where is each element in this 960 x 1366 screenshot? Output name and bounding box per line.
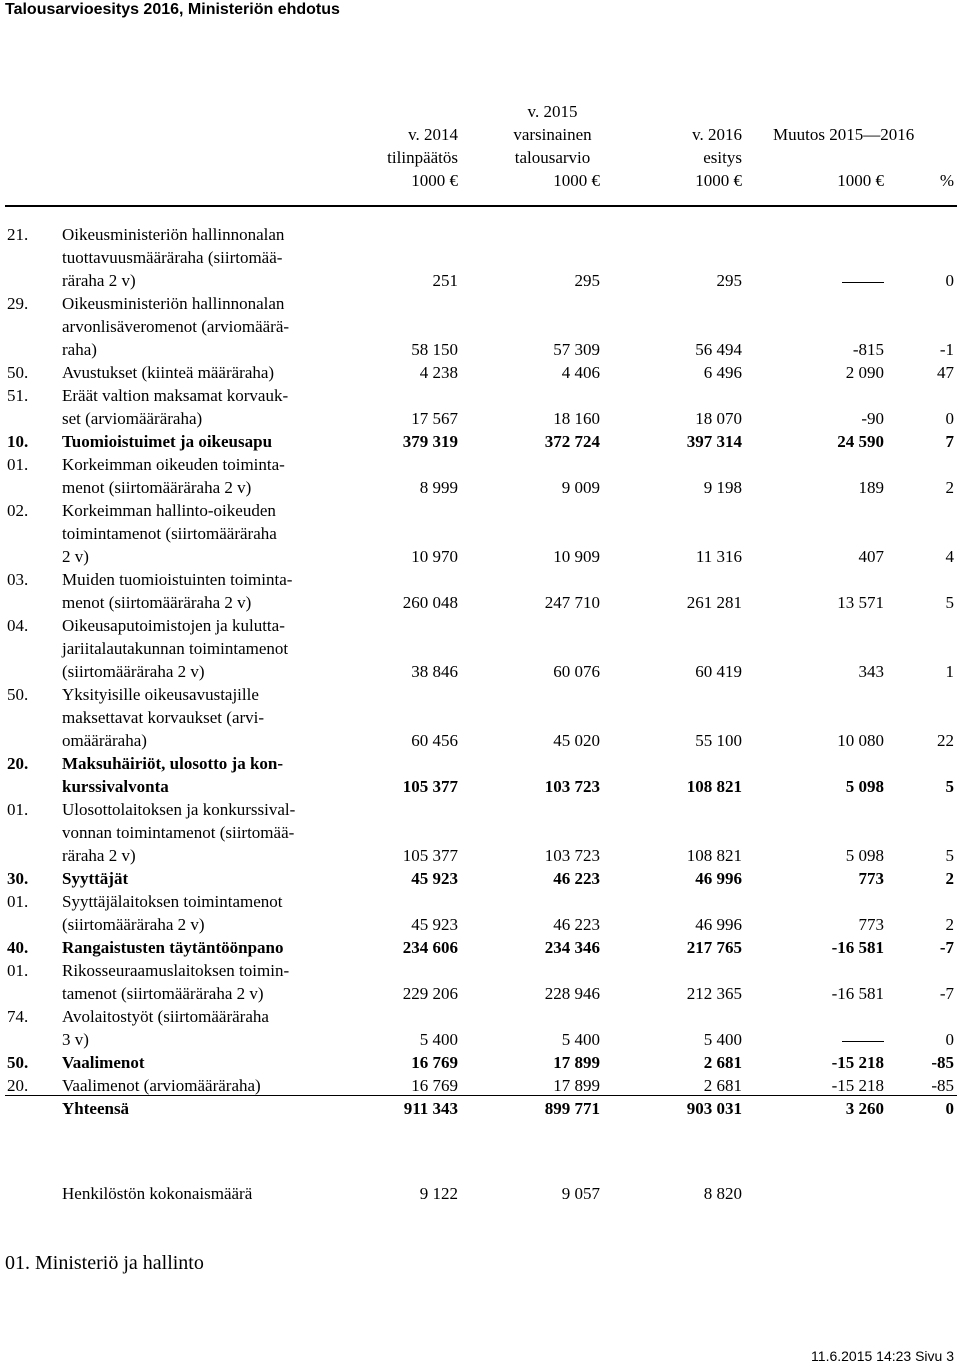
- value-2016: 46 996: [695, 915, 742, 934]
- row-label: Avustukset (kiinteä määräraha): [62, 363, 275, 382]
- header-2015-year: v. 2015: [527, 102, 578, 121]
- row-label: Vaalimenot: [62, 1053, 145, 1072]
- row-number: 30.: [7, 869, 29, 888]
- value-2015: 18 160: [553, 409, 600, 428]
- value-2016: 55 100: [695, 731, 742, 750]
- value-2015: 5 400: [561, 1030, 600, 1049]
- value-2014: 38 846: [411, 662, 458, 681]
- value-2014: 45 923: [411, 915, 458, 934]
- table-row: [0, 361, 960, 384]
- row-label: Ulosottolaitoksen ja konkurssival- vonnan toimintamenot (siirtomää- räraha 2 v): [62, 800, 296, 865]
- value-2014: 260 048: [402, 593, 458, 612]
- row-number: 50.: [7, 685, 29, 704]
- value-2016: 261 281: [686, 593, 742, 612]
- header-2014-type: tilinpäätös: [387, 148, 458, 167]
- value-2014: 4 238: [419, 363, 458, 382]
- value-percent: -7: [939, 984, 954, 1003]
- value-2015: 60 076: [553, 662, 600, 681]
- value-change: 13 571: [837, 593, 884, 612]
- value-2015: 295: [574, 271, 600, 290]
- value-percent: 0: [945, 409, 954, 428]
- value-change: 189: [858, 478, 884, 497]
- row-number: 20.: [7, 754, 29, 773]
- value-change: [842, 269, 884, 292]
- row-label: Syyttäjät: [62, 869, 129, 888]
- value-2016: 18 070: [695, 409, 742, 428]
- value-percent: 1: [945, 662, 954, 681]
- table-row: [0, 430, 960, 453]
- value-change: 5 098: [845, 777, 884, 796]
- value-2014: 229 206: [402, 984, 458, 1003]
- table-row: [0, 752, 960, 798]
- table-row: [0, 1074, 960, 1097]
- row-label: Rikosseuraamuslaitoksen toimin- tamenot (siirtomääräraha 2 v): [62, 961, 290, 1003]
- staff-label: Henkilöstön kokonaismäärä: [62, 1184, 253, 1203]
- row-number: 01.: [7, 961, 29, 980]
- value-2016: 217 765: [686, 938, 742, 957]
- total-row: [0, 1097, 960, 1120]
- header-percent: %: [939, 171, 954, 190]
- row-label: Syyttäjälaitoksen toimintamenot (siirtomääräraha 2 v): [62, 892, 283, 934]
- table-row: [0, 683, 960, 752]
- value-2015: 4 406: [561, 363, 600, 382]
- row-number: 01.: [7, 800, 29, 819]
- value-2016: 2 681: [703, 1053, 742, 1072]
- table-row: [0, 292, 960, 361]
- table-row: [0, 499, 960, 568]
- value-2015: 247 710: [544, 593, 600, 612]
- value-2015: 9 009: [561, 478, 600, 497]
- table-row: [0, 936, 960, 959]
- value-2016: 56 494: [695, 340, 742, 359]
- value-2014: 251: [432, 271, 458, 290]
- value-2016: 212 365: [686, 984, 742, 1003]
- value-percent: 5: [945, 593, 954, 612]
- table-row: [0, 867, 960, 890]
- header-2015-type: varsinainen: [513, 125, 592, 144]
- value-change: 773: [858, 869, 884, 888]
- value-change: 343: [858, 662, 884, 681]
- value-2016: 6 496: [703, 363, 742, 382]
- row-label: Korkeimman hallinto-oikeuden toimintamenot (siirtomääräraha 2 v): [62, 501, 277, 566]
- value-2014: 105 377: [402, 846, 458, 865]
- row-label: Eräät valtion maksamat korvauk- set (arviomääräraha): [62, 386, 289, 428]
- value-percent: 5: [945, 777, 954, 796]
- value-2015: 17 899: [553, 1053, 600, 1072]
- row-number: 01.: [7, 455, 29, 474]
- value-2015: 103 723: [544, 777, 600, 796]
- table-row: [0, 890, 960, 936]
- page-footer: 11.6.2015 14:23 Sivu 3: [811, 1348, 954, 1364]
- value-percent: -7: [939, 938, 954, 957]
- value-2016: 295: [716, 271, 742, 290]
- value-2016: 46 996: [695, 869, 742, 888]
- value-change: -15 218: [831, 1076, 884, 1095]
- value-2014: 911 343: [403, 1099, 458, 1118]
- no-change-dash: [842, 1041, 884, 1042]
- value-2015: 228 946: [544, 984, 600, 1003]
- row-number: 29.: [7, 294, 29, 313]
- no-change-dash: [842, 282, 884, 283]
- value-2014: 8 999: [419, 478, 458, 497]
- value-2014: 17 567: [411, 409, 458, 428]
- staff-row: [0, 1182, 960, 1205]
- row-number: 51.: [7, 386, 29, 405]
- value-percent: 0: [945, 1030, 954, 1049]
- value-change: -16 581: [831, 984, 884, 1003]
- table-row: [0, 1051, 960, 1074]
- value-2016: 11 316: [695, 547, 742, 566]
- value-2014: 10 970: [411, 547, 458, 566]
- value-2016: 2 681: [703, 1076, 742, 1095]
- value-2015: 46 223: [553, 869, 600, 888]
- row-number: 03.: [7, 570, 29, 589]
- table-row: [0, 798, 960, 867]
- header-2014-year: v. 2014: [408, 125, 458, 144]
- header-change-unit: 1000 €: [837, 171, 884, 190]
- value-change: -815: [852, 340, 884, 359]
- value-percent: 7: [945, 432, 954, 451]
- value-change: [842, 1028, 884, 1051]
- row-label: Avolaitostyöt (siirtomääräraha 3 v): [62, 1007, 269, 1049]
- value-percent: 2: [945, 869, 954, 888]
- value-2014: 379 319: [402, 432, 458, 451]
- row-number: 04.: [7, 616, 29, 635]
- value-2016: 108 821: [686, 777, 742, 796]
- value-percent: 0: [945, 1099, 954, 1118]
- value-2015: 57 309: [553, 340, 600, 359]
- row-label: Maksuhäiriöt, ulosotto ja kon- kurssivalvonta: [62, 754, 284, 796]
- value-change: -16 581: [831, 938, 884, 957]
- value-2016: 9 198: [703, 478, 742, 497]
- row-number: 74.: [7, 1007, 29, 1026]
- value-2015: 10 909: [553, 547, 600, 566]
- value-2016: 397 314: [686, 432, 742, 451]
- value-percent: 5: [945, 846, 954, 865]
- value-change: 5 098: [845, 846, 884, 865]
- value-2015: 46 223: [553, 915, 600, 934]
- row-number: 10.: [7, 432, 29, 451]
- row-number: 21.: [7, 225, 29, 244]
- value-percent: 2: [945, 915, 954, 934]
- header-2016-unit: 1000 €: [695, 171, 742, 190]
- value-2015: 17 899: [553, 1076, 600, 1095]
- value-change: -15 218: [831, 1053, 884, 1072]
- value-2014: 16 769: [411, 1076, 458, 1095]
- header-divider: [5, 205, 957, 207]
- table-row: [0, 384, 960, 430]
- value-2016: 5 400: [703, 1030, 742, 1049]
- value-2016: 903 031: [686, 1099, 742, 1118]
- value-2016: 108 821: [686, 846, 742, 865]
- section-heading: 01. Ministeriö ja hallinto: [5, 1252, 204, 1274]
- row-label: Oikeusministeriön hallinnonalan arvonlisäveromenot (arviomäärä- raha): [62, 294, 290, 359]
- row-label: Rangaistusten täytäntöönpano: [62, 938, 284, 957]
- value-percent: 4: [945, 547, 954, 566]
- value-percent: 2: [945, 478, 954, 497]
- table-row: [0, 614, 960, 683]
- value-2015: 372 724: [544, 432, 600, 451]
- total-divider: [5, 1095, 957, 1096]
- value-change: 2 090: [845, 363, 884, 382]
- staff-2015: 9 057: [561, 1184, 600, 1203]
- value-percent: -85: [931, 1053, 954, 1072]
- header-2015-type2: talousarvio: [514, 148, 591, 167]
- row-label: Yhteensä: [62, 1099, 130, 1118]
- value-percent: 22: [937, 731, 954, 750]
- row-label: Yksityisille oikeusavustajille maksettavat korvaukset (arvi- omääräraha): [62, 685, 265, 750]
- row-number: 40.: [7, 938, 29, 957]
- row-label: Tuomioistuimet ja oikeusapu: [62, 432, 273, 451]
- value-2014: 16 769: [411, 1053, 458, 1072]
- value-change: 24 590: [837, 432, 884, 451]
- value-2014: 234 606: [402, 938, 458, 957]
- value-2014: 105 377: [402, 777, 458, 796]
- value-2015: 234 346: [544, 938, 600, 957]
- value-change: 773: [858, 915, 884, 934]
- row-number: 20.: [7, 1076, 29, 1095]
- value-2014: 5 400: [419, 1030, 458, 1049]
- value-2014: 45 923: [411, 869, 458, 888]
- value-2015: 103 723: [544, 846, 600, 865]
- value-2016: 60 419: [695, 662, 742, 681]
- row-label: Muiden tuomioistuinten toiminta- menot (siirtomääräraha 2 v): [62, 570, 293, 612]
- value-percent: 0: [945, 271, 954, 290]
- value-change: 3 260: [845, 1099, 884, 1118]
- header-2016-year: v. 2016: [692, 125, 742, 144]
- table-row: [0, 453, 960, 499]
- row-number: 02.: [7, 501, 29, 520]
- row-number: 01.: [7, 892, 29, 911]
- staff-2014: 9 122: [419, 1184, 458, 1203]
- value-2014: 58 150: [411, 340, 458, 359]
- row-number: 50.: [7, 1053, 29, 1072]
- value-change: -90: [861, 409, 884, 428]
- row-label: Korkeimman oikeuden toiminta- menot (siirtomääräraha 2 v): [62, 455, 285, 497]
- staff-2016: 8 820: [703, 1184, 742, 1203]
- value-percent: -85: [931, 1076, 954, 1095]
- header-2015-unit: 1000 €: [553, 171, 600, 190]
- value-2014: 60 456: [411, 731, 458, 750]
- header-2016-type: esitys: [703, 148, 742, 167]
- row-label: Oikeusministeriön hallinnonalan tuottavuusmääräraha (siirtomää- räraha 2 v): [62, 225, 285, 290]
- value-2015: 899 771: [544, 1099, 600, 1118]
- table-row: [0, 959, 960, 1005]
- row-label: Vaalimenot (arviomääräraha): [62, 1076, 261, 1095]
- header-2014-unit: 1000 €: [411, 171, 458, 190]
- row-label: Oikeusaputoimistojen ja kulutta- jariitalautakunnan toimintamenot (siirtomääräraha 2 v): [62, 616, 289, 681]
- value-change: 10 080: [837, 731, 884, 750]
- budget-table: [0, 223, 960, 1120]
- table-row: [0, 568, 960, 614]
- table-row: [0, 223, 960, 292]
- document-title: Talousarvioesitys 2016, Ministeriön ehdotus: [5, 1, 340, 18]
- table-row: [0, 1005, 960, 1051]
- row-number: 50.: [7, 363, 29, 382]
- value-2015: 45 020: [553, 731, 600, 750]
- header-change-label: Muutos 2015—2016: [773, 125, 915, 144]
- value-percent: 47: [937, 363, 954, 382]
- value-change: 407: [858, 547, 884, 566]
- value-percent: -1: [939, 340, 954, 359]
